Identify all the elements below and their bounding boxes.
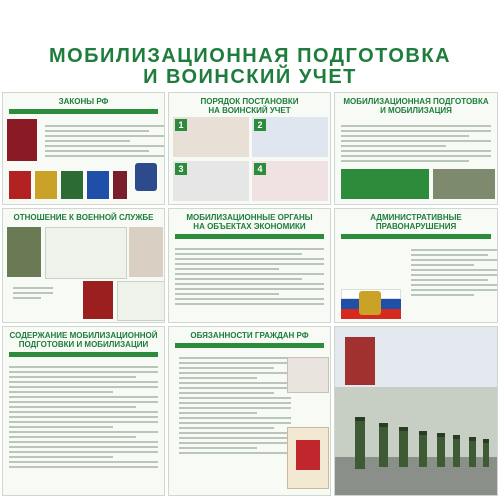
- panel-content-title: СОДЕРЖАНИЕ МОБИЛИЗАЦИОННОЙ ПОДГОТОВКИ И МОБИЛИЗАЦИИ: [9, 331, 158, 349]
- passport-photo: [287, 357, 329, 393]
- poster-title: [0, 46, 500, 88]
- panel-duties: [168, 326, 331, 496]
- poster-title-line2: И ВОИНСКИЙ УЧЕТ: [143, 66, 357, 88]
- soldier-figure: [419, 431, 427, 467]
- panel-content: [2, 326, 165, 496]
- panel-mobilization: [334, 92, 498, 205]
- panel-duties-title: ОБЯЗАННОСТИ ГРАЖДАН РФ: [190, 331, 309, 340]
- panel-service: [2, 208, 165, 323]
- kremlin-tower: [345, 337, 375, 385]
- soldier-figure: [437, 433, 445, 467]
- panel-mobilization-title: МОБИЛИЗАЦИОННАЯ ПОДГОТОВКА И МОБИЛИЗАЦИЯ: [343, 97, 489, 115]
- panel-admin: [334, 208, 498, 323]
- step-card-2: 2: [252, 117, 328, 157]
- coat-of-arms-icon: [359, 291, 381, 315]
- service-table: [45, 227, 127, 279]
- insignia-row: [9, 171, 129, 201]
- panel-parade: [334, 326, 498, 496]
- panel-registration: [168, 92, 331, 205]
- note-box: [117, 281, 165, 321]
- soldier-figure: [453, 435, 460, 467]
- panel-laws: [2, 92, 165, 205]
- troops-photo: [433, 169, 495, 199]
- panel-registration-title: ПОРЯДОК ПОСТАНОВКИ НА ВОИНСКИЙ УЧЕТ: [200, 97, 299, 115]
- soldier-figure: [379, 423, 388, 467]
- motherland-poster: [287, 427, 329, 489]
- soldiers-photo: [7, 227, 41, 277]
- panel-organs: [168, 208, 331, 323]
- soldier-figure: [469, 437, 476, 467]
- panel-laws-title: ЗАКОНЫ РФ: [58, 97, 109, 106]
- panel-service-title: ОТНОШЕНИЕ К ВОЕННОЙ СЛУЖБЕ: [13, 213, 154, 222]
- step-card-4: 4: [252, 161, 328, 201]
- soldier-figure: [355, 417, 365, 469]
- emblem-icon: [135, 163, 157, 191]
- step-card-3: 3: [173, 161, 249, 201]
- soldier-figure: [483, 439, 489, 467]
- constitution-book-icon: [7, 119, 37, 161]
- soldier-figure: [399, 427, 408, 467]
- poster-title-line1: МОБИЛИЗАЦИОННАЯ ПОДГОТОВКА: [48, 45, 452, 67]
- military-id-icon: [83, 281, 113, 319]
- principles-box: [341, 169, 429, 199]
- panel-admin-title: АДМИНИСТРАТИВНЫЕ ПРАВОНАРУШЕНИЯ: [370, 213, 462, 231]
- step-card-1: 1: [173, 117, 249, 157]
- office-photo: [129, 227, 163, 277]
- panel-organs-title: МОБИЛИЗАЦИОННЫЕ ОРГАНЫ НА ОБЪЕКТАХ ЭКОНОМИКИ: [186, 213, 313, 231]
